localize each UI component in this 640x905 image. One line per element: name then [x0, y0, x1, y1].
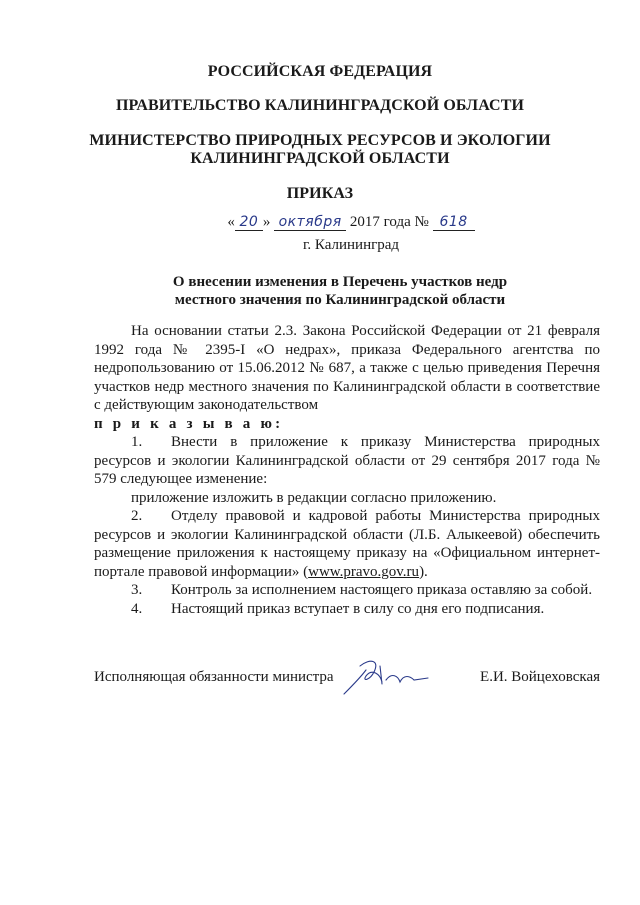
handwritten-day: 20 [235, 214, 263, 231]
list-item-number: 2. [131, 508, 143, 524]
order-title [120, 273, 560, 309]
list-item-number: 3. [131, 582, 143, 598]
list-item-text: Контроль за исполнением настоящего приказа оставляю за собой. [171, 582, 593, 598]
handwritten-month: октября [274, 214, 346, 231]
list-item-number: 1. [131, 434, 143, 450]
order-word: п р и к а з ы в а ю: [94, 415, 284, 432]
order-body [94, 322, 600, 618]
list-item [94, 507, 600, 581]
city-label: г. Калининград [302, 237, 400, 253]
list-item [94, 600, 600, 619]
header-country: РОССИЙСКАЯ ФЕДЕРАЦИЯ [207, 63, 433, 80]
list-item [94, 433, 600, 489]
preamble-text: На основании статьи 2.3. Закона Российской Федерации от 21 февраля 1992 года № 2395-I «О недрах», приказа Федерального агентства по недропользованию от 15.06.2012 № 687, а также с целью приведения Перечня участков недр местного значения по Калининградской области в соответствие с действующим законодательством [94, 323, 600, 413]
quote-close: » [262, 214, 271, 230]
order-title-line1: О внесении изменения в Перечень участков недр [172, 274, 508, 290]
quote-open: « [227, 214, 235, 230]
date-number-line [0, 213, 640, 231]
list-item-text-end: ). [419, 563, 428, 580]
list-item-text: Отделу правовой и кадровой работы Министерства природных ресурсов и экологии Калининградской области (Л.Б. Алыкеевой) обеспечить размещение приложения к настоящему приказу на «Официальном интернет-портале правовой информации» ( [94, 508, 600, 580]
signature-block [94, 668, 600, 698]
pravo-link[interactable]: www.pravo.gov.ru [308, 563, 420, 580]
preamble-paragraph [94, 322, 600, 433]
item1-subparagraph: приложение изложить в редакции согласно приложению. [131, 489, 497, 506]
handwritten-doc-number: 618 [433, 214, 475, 231]
header-ministry-line2: КАЛИНИНГРАДСКОЙ ОБЛАСТИ [190, 150, 450, 167]
header-ministry-line1: МИНИСТЕРСТВО ПРИРОДНЫХ РЕСУРСОВ И ЭКОЛОГИИ [89, 132, 551, 149]
list-item-text: Внести в приложение к приказу Министерства природных ресурсов и экологии Калининградской области от 29 сентября 2017 года № 579 следующее изменение: [94, 434, 600, 487]
list-item-number: 4. [131, 600, 143, 617]
order-title-line2: местного значения по Калининградской области [174, 292, 506, 308]
header-government: ПРАВИТЕЛЬСТВО КАЛИНИНГРАДСКОЙ ОБЛАСТИ [115, 97, 525, 114]
list-item [94, 581, 600, 600]
signatory-position: Исполняющая обязанности министра [94, 669, 334, 685]
signatory-name: Е.И. Войцеховская [480, 669, 600, 685]
doc-type-title: ПРИКАЗ [286, 185, 354, 202]
list-item-text: Настоящий приказ вступает в силу со дня его подписания. [171, 600, 545, 617]
handwritten-signature-icon [340, 654, 430, 698]
year-and-number-label: 2017 года № [349, 214, 429, 230]
